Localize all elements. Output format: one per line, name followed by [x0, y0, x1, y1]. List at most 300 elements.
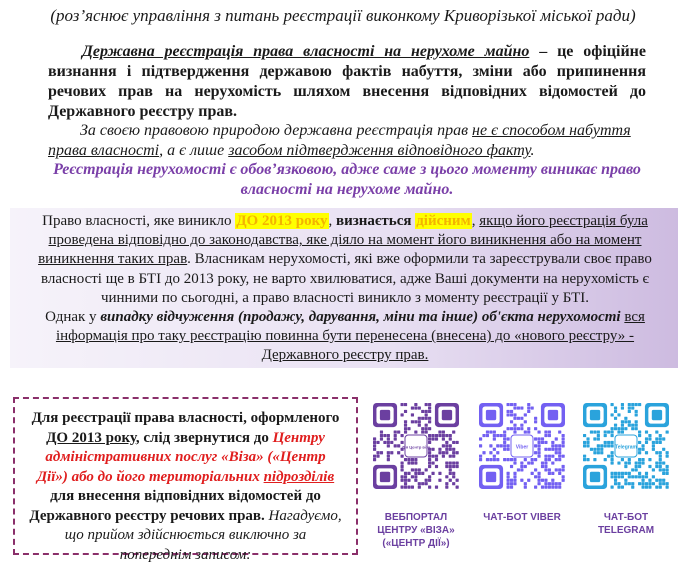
qr-module — [438, 448, 441, 451]
qr-module — [638, 458, 641, 461]
qr-module — [534, 451, 537, 454]
nature-text-c: . — [530, 142, 535, 159]
qr-module — [541, 441, 544, 444]
qr-module — [555, 468, 558, 471]
qr-module — [431, 437, 434, 440]
qr-module — [631, 486, 634, 489]
qr-module — [520, 479, 523, 482]
qr-module — [428, 434, 431, 437]
qr-module — [617, 427, 620, 430]
qr-module — [431, 434, 434, 437]
qr-module — [452, 448, 455, 451]
qr-module — [534, 475, 537, 478]
qr-module — [510, 465, 513, 468]
qr-module — [611, 441, 614, 444]
qr-module — [655, 461, 658, 464]
qr-module — [544, 479, 547, 482]
qr-module — [428, 465, 431, 468]
band-underline-1: якщо його реєстрація була проведена відповідно до законодавства, яке діяло на момент його виникнення або на момент виникнення таких прав — [38, 213, 648, 268]
qr-module — [411, 420, 414, 423]
qr-module — [397, 431, 400, 434]
qr-module — [486, 458, 489, 461]
qr-module — [624, 472, 627, 475]
qr-module — [513, 461, 516, 464]
qr-module — [534, 417, 537, 420]
qr-module — [425, 427, 428, 430]
qr-module — [507, 479, 510, 482]
mandatory-note: Реєстрація нерухомості є обов’язковою, адже саме з цього моменту виникає право власності на нерухоме майно. — [53, 161, 641, 198]
qr-module — [513, 479, 516, 482]
qr-module — [590, 431, 593, 434]
qr-module — [425, 413, 428, 416]
qr-module — [373, 448, 376, 451]
qr-module — [662, 448, 665, 451]
qr-module — [652, 448, 655, 451]
qr-module — [513, 482, 516, 485]
qr-module — [513, 406, 516, 409]
qr-module — [652, 482, 655, 485]
info-band-text — [22, 212, 668, 366]
qr-module — [401, 479, 404, 482]
qr-module — [513, 427, 516, 430]
qr-module — [645, 441, 648, 444]
qr-module — [401, 434, 404, 437]
qr-module — [380, 434, 383, 437]
qr-module — [621, 403, 624, 406]
qr-module — [648, 479, 651, 482]
qr-module — [520, 417, 523, 420]
qr-module — [513, 431, 516, 434]
qr-module — [635, 410, 638, 413]
qr-module — [401, 486, 404, 489]
qr-module — [404, 479, 407, 482]
qr-module — [380, 451, 383, 454]
qr-module — [435, 455, 438, 458]
qr-module — [659, 451, 662, 454]
qr-module — [638, 451, 641, 454]
qr-module — [558, 472, 561, 475]
qr-module — [376, 441, 379, 444]
qr-module — [638, 482, 641, 485]
qr-module — [645, 451, 648, 454]
qr-module — [555, 482, 558, 485]
qr-module — [614, 427, 617, 430]
qr-card-telegram[interactable] — [580, 403, 672, 537]
qr-module — [421, 417, 424, 420]
qr-module — [614, 472, 617, 475]
qr-module — [373, 441, 376, 444]
qr-module — [617, 486, 620, 489]
qr-module — [617, 472, 620, 475]
qr-module — [373, 444, 376, 447]
qr-module — [445, 448, 448, 451]
registration-note-box — [13, 397, 358, 563]
qr-module — [489, 451, 492, 454]
qr-module — [503, 448, 506, 451]
qr-module — [604, 431, 607, 434]
qr-module — [544, 468, 547, 471]
qr-module — [638, 431, 641, 434]
qr-module — [401, 413, 404, 416]
qr-module — [449, 465, 452, 468]
qr-module — [527, 410, 530, 413]
qr-module — [507, 403, 510, 406]
qr-module — [583, 458, 586, 461]
qr-code-telegram[interactable] — [583, 403, 669, 489]
qr-module — [652, 444, 655, 447]
qr-module — [659, 437, 662, 440]
qr-module — [558, 468, 561, 471]
qr-module — [449, 472, 452, 475]
qr-module — [479, 437, 482, 440]
qr-module — [493, 434, 496, 437]
qr-code-viber[interactable] — [479, 403, 565, 489]
qr-module — [524, 486, 527, 489]
nature-underline-2: засобом підтвердження відповідного факту — [228, 142, 531, 159]
qr-module — [638, 475, 641, 478]
qr-module — [597, 444, 600, 447]
definition-paragraph — [48, 42, 646, 122]
qr-module — [438, 472, 441, 475]
qr-module — [558, 458, 561, 461]
qr-module — [631, 468, 634, 471]
qr-module — [452, 475, 455, 478]
qr-card-portal[interactable] — [370, 403, 462, 550]
qr-module — [452, 461, 455, 464]
qr-module — [482, 434, 485, 437]
qr-module — [655, 431, 658, 434]
qr-module — [645, 472, 648, 475]
qr-module — [452, 441, 455, 444]
qr-module — [638, 465, 641, 468]
qr-module — [590, 448, 593, 451]
qr-module — [373, 458, 376, 461]
qr-module — [600, 444, 603, 447]
qr-module — [583, 434, 586, 437]
qr-finder-inner — [590, 472, 600, 482]
qr-module — [655, 486, 658, 489]
qr-module — [407, 458, 410, 461]
qr-module — [407, 486, 410, 489]
qr-module — [428, 427, 431, 430]
qr-module — [544, 461, 547, 464]
qr-module — [407, 427, 410, 430]
band-text-2: , — [328, 213, 336, 229]
qr-module — [456, 465, 459, 468]
qr-module — [548, 455, 551, 458]
qr-module — [621, 427, 624, 430]
qr-module — [611, 461, 614, 464]
qr-module — [662, 437, 665, 440]
qr-module — [489, 458, 492, 461]
note-subdivisions: підрозділів — [263, 468, 335, 485]
qr-module — [438, 431, 441, 434]
subtitle: (роз’яснює управління з питань реєстрації виконкому Криворізької міської ради) — [50, 6, 636, 25]
qr-module — [648, 437, 651, 440]
qr-module — [562, 479, 565, 482]
qr-module — [611, 427, 614, 430]
nature-paragraph — [48, 121, 646, 161]
qr-module — [631, 403, 634, 406]
band-text-4: , — [471, 213, 480, 229]
qr-module — [510, 427, 513, 430]
qr-module — [394, 444, 397, 447]
band-text-6: Однак у — [45, 309, 101, 326]
qr-module — [614, 417, 617, 420]
qr-module — [517, 406, 520, 409]
qr-module — [445, 486, 448, 489]
qr-module — [507, 458, 510, 461]
qr-finder-inner — [652, 410, 662, 420]
qr-module — [404, 482, 407, 485]
qr-module — [621, 431, 624, 434]
qr-module — [513, 424, 516, 427]
qr-module — [513, 475, 516, 478]
qr-module — [425, 431, 428, 434]
qr-module — [597, 437, 600, 440]
qr-module — [527, 427, 530, 430]
qr-module — [659, 455, 662, 458]
qr-module — [414, 458, 417, 461]
qr-module — [597, 448, 600, 451]
qr-module — [503, 458, 506, 461]
qr-module — [507, 448, 510, 451]
qr-module — [624, 427, 627, 430]
qr-module — [635, 461, 638, 464]
qr-finder-inner — [442, 410, 452, 420]
qr-module — [428, 479, 431, 482]
qr-module — [524, 465, 527, 468]
qr-module — [414, 479, 417, 482]
qr-module — [442, 431, 445, 434]
qr-module — [414, 431, 417, 434]
qr-module — [452, 455, 455, 458]
qr-module — [655, 437, 658, 440]
qr-module — [428, 410, 431, 413]
qr-module — [428, 403, 431, 406]
qr-module — [628, 472, 631, 475]
qr-module — [394, 434, 397, 437]
qr-module — [593, 431, 596, 434]
qr-module — [666, 472, 669, 475]
qr-module — [411, 468, 414, 471]
band-underline-2: вся інформація про таку реєстрацію повинна бути перенесена (внесена) до «нового реєстру» - Державного реєстру прав. — [55, 309, 645, 364]
qr-module — [548, 431, 551, 434]
qr-module — [628, 410, 631, 413]
qr-module — [517, 427, 520, 430]
qr-module — [551, 441, 554, 444]
qr-module — [442, 444, 445, 447]
qr-module — [418, 472, 421, 475]
qr-module — [527, 431, 530, 434]
qr-module — [617, 413, 620, 416]
qr-module — [452, 482, 455, 485]
qr-module — [666, 455, 669, 458]
qr-module — [600, 451, 603, 454]
qr-module — [500, 444, 503, 447]
qr-module — [631, 475, 634, 478]
qr-module — [534, 458, 537, 461]
qr-module — [527, 406, 530, 409]
qr-module — [662, 468, 665, 471]
qr-module — [486, 431, 489, 434]
qr-module — [558, 444, 561, 447]
note-text-c: для внесення відповідних відомостей до Державного реєстру речових прав. — [29, 488, 321, 524]
qr-module — [431, 461, 434, 464]
qr-module — [479, 458, 482, 461]
qr-module — [624, 461, 627, 464]
qr-module — [418, 417, 421, 420]
qr-module — [621, 458, 624, 461]
qr-module — [493, 437, 496, 440]
qr-module — [544, 458, 547, 461]
qr-module — [507, 444, 510, 447]
qr-module — [376, 451, 379, 454]
qr-module — [387, 444, 390, 447]
qr-module — [418, 424, 421, 427]
qr-module — [641, 482, 644, 485]
qr-module — [666, 431, 669, 434]
qr-module — [407, 461, 410, 464]
qr-module — [387, 455, 390, 458]
qr-module — [527, 479, 530, 482]
qr-module — [659, 479, 662, 482]
qr-module — [435, 486, 438, 489]
qr-module — [527, 403, 530, 406]
qr-module — [555, 437, 558, 440]
qr-module — [435, 437, 438, 440]
qr-module — [548, 482, 551, 485]
qr-module — [541, 437, 544, 440]
qr-module — [445, 461, 448, 464]
qr-module — [648, 434, 651, 437]
qr-code-portal[interactable] — [373, 403, 459, 489]
qr-module — [617, 461, 620, 464]
qr-module — [562, 434, 565, 437]
qr-module — [583, 444, 586, 447]
qr-module — [621, 424, 624, 427]
qr-module — [635, 475, 638, 478]
qr-module — [551, 472, 554, 475]
qr-module — [544, 434, 547, 437]
qr-module — [638, 441, 641, 444]
qr-module — [586, 458, 589, 461]
qr-module — [583, 441, 586, 444]
telegram-icon-text: Telegram — [615, 444, 637, 451]
qr-module — [593, 448, 596, 451]
qr-module — [456, 479, 459, 482]
qr-module — [411, 475, 414, 478]
qr-module — [537, 475, 540, 478]
qr-module — [551, 482, 554, 485]
qr-module — [407, 472, 410, 475]
qr-module — [655, 479, 658, 482]
definition-lead: Державна реєстрація права власності на нерухоме майно — [82, 43, 530, 60]
qr-module — [544, 486, 547, 489]
qr-module — [394, 437, 397, 440]
qr-module — [503, 431, 506, 434]
qr-module — [520, 406, 523, 409]
qr-module — [586, 441, 589, 444]
qr-module — [520, 424, 523, 427]
qr-module — [496, 444, 499, 447]
qr-module — [411, 458, 414, 461]
qr-label-viber: ЧАТ-БОТ VIBER — [483, 512, 561, 523]
qr-module — [614, 410, 617, 413]
qr-label-portal: ВЕБПОРТАЛ ЦЕНТРУ «ВІЗА» («ЦЕНТР ДІЇ») — [377, 512, 455, 549]
qr-module — [621, 420, 624, 423]
qr-module — [628, 420, 631, 423]
qr-module — [655, 441, 658, 444]
qr-module — [503, 437, 506, 440]
qr-module — [648, 458, 651, 461]
qr-module — [390, 451, 393, 454]
qr-module — [548, 468, 551, 471]
qr-module — [631, 482, 634, 485]
qr-module — [425, 417, 428, 420]
qr-module — [520, 427, 523, 430]
qr-module — [456, 441, 459, 444]
qr-module — [597, 431, 600, 434]
qr-module — [513, 403, 516, 406]
qr-module — [537, 482, 540, 485]
nature-text-a: За своєю правовою природою державна реєстрація прав — [80, 122, 473, 139]
qr-module — [611, 413, 614, 416]
qr-module — [517, 417, 520, 420]
qr-module — [493, 431, 496, 434]
qr-module — [507, 472, 510, 475]
qr-module — [449, 448, 452, 451]
qr-module — [641, 461, 644, 464]
qr-module — [611, 431, 614, 434]
qr-module — [555, 444, 558, 447]
qr-module — [641, 444, 644, 447]
qr-module — [604, 441, 607, 444]
qr-module — [401, 455, 404, 458]
qr-module — [604, 434, 607, 437]
qr-module — [611, 486, 614, 489]
qr-finder-inner — [486, 472, 496, 482]
qr-module — [614, 406, 617, 409]
qr-module — [531, 406, 534, 409]
qr-module — [645, 486, 648, 489]
qr-module — [520, 468, 523, 471]
qr-module — [411, 413, 414, 416]
qr-module — [617, 482, 620, 485]
qr-module — [551, 479, 554, 482]
qr-module — [401, 475, 404, 478]
qr-module — [666, 468, 669, 471]
qr-module — [593, 451, 596, 454]
qr-module — [411, 486, 414, 489]
qr-module — [503, 441, 506, 444]
qr-module — [659, 486, 662, 489]
qr-module — [628, 403, 631, 406]
qr-module — [541, 479, 544, 482]
qr-module — [380, 431, 383, 434]
qr-module — [648, 465, 651, 468]
qr-module — [411, 461, 414, 464]
qr-card-viber[interactable] — [476, 403, 568, 524]
qr-module — [611, 455, 614, 458]
qr-module — [435, 465, 438, 468]
qr-module — [421, 431, 424, 434]
qr-module — [631, 424, 634, 427]
qr-module — [428, 406, 431, 409]
qr-module — [655, 451, 658, 454]
qr-module — [544, 455, 547, 458]
qr-module — [428, 455, 431, 458]
